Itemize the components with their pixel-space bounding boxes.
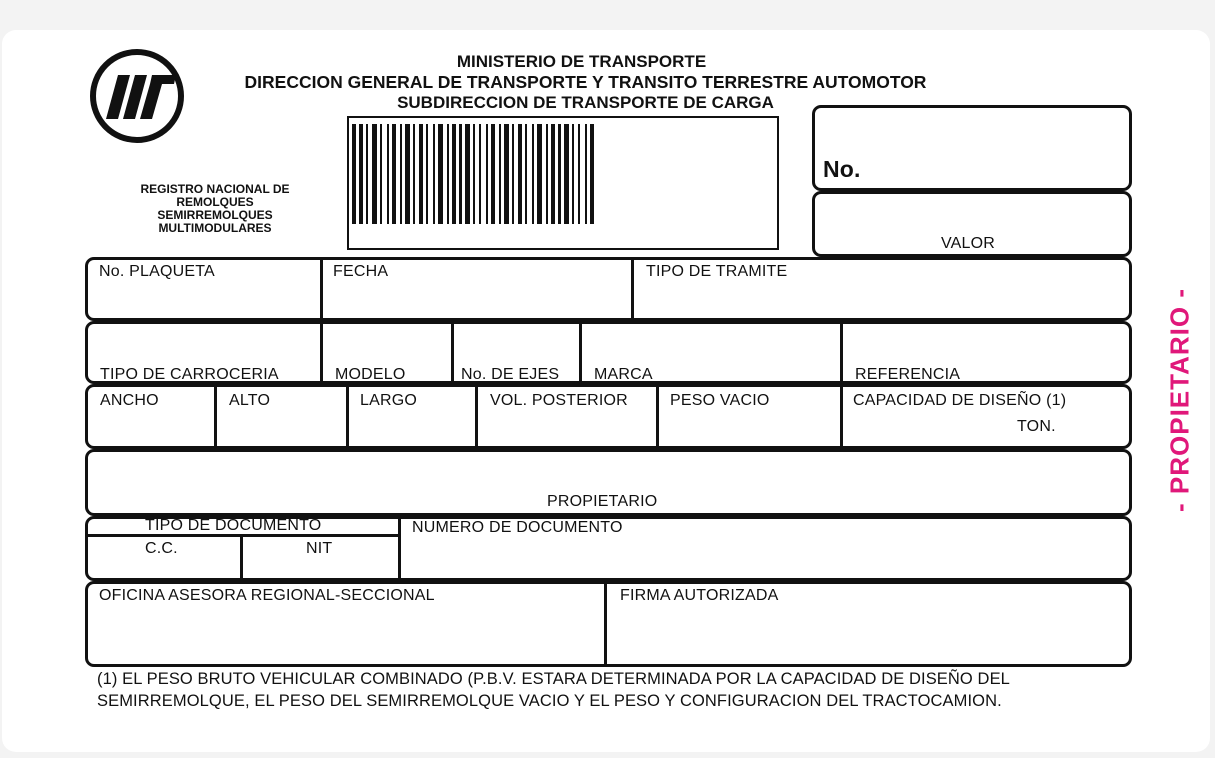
footnote-line-1: (1) EL PESO BRUTO VEHICULAR COMBINADO (P.B.V. ESTARA DETERMINADA POR LA CAPACIDAD DE DISEÑO DEL [97, 670, 1010, 688]
capacidad-label: CAPACIDAD DE DISEÑO (1) [853, 392, 1067, 409]
valor-label: VALOR [941, 235, 996, 252]
numero-documento-label: NUMERO DE DOCUMENTO [412, 519, 623, 536]
side-copy-label: - PROPIETARIO - [1164, 288, 1195, 512]
firma-label: FIRMA AUTORIZADA [620, 587, 779, 604]
tipo-documento-label: TIPO DE DOCUMENTO [145, 517, 322, 534]
nit-label[interactable]: NIT [306, 540, 333, 557]
ancho-label: ANCHO [100, 392, 159, 409]
header-ministry: MINISTERIO DE TRANSPORTE [456, 52, 707, 71]
marca-label: MARCA [594, 366, 653, 383]
fecha-label: FECHA [333, 263, 389, 280]
oficina-label: OFICINA ASESORA REGIONAL-SECCIONAL [99, 587, 435, 604]
ton-label: TON. [1017, 418, 1056, 435]
cc-label[interactable]: C.C. [145, 540, 178, 557]
tipo-carroceria-label: TIPO DE CARROCERIA [100, 366, 279, 383]
alto-label: ALTO [229, 392, 271, 409]
registry-line-4: MULTIMODULARES [158, 221, 272, 235]
number-label: No. [823, 156, 861, 182]
row-plaqueta-fecha-tramite [85, 257, 1132, 321]
footnote-line-2: SEMIRREMOLQUE, EL PESO DEL SEMIRREMOLQUE VACIO Y EL PESO Y CONFIGURACION DEL TRACTOCAMION. [97, 692, 1002, 710]
peso-vacio-label: PESO VACIO [670, 392, 770, 409]
tipo-tramite-label: TIPO DE TRAMITE [646, 263, 788, 280]
largo-label: LARGO [360, 392, 418, 409]
header-subdirection: SUBDIRECCION DE TRANSPORTE DE CARGA [397, 93, 774, 112]
registry-line-1: REGISTRO NACIONAL DE [140, 182, 290, 196]
owner-label: PROPIETARIO [547, 493, 658, 510]
registry-line-2: REMOLQUES [176, 195, 254, 209]
referencia-label: REFERENCIA [855, 366, 961, 383]
ejes-label: No. DE EJES [461, 366, 560, 383]
barcode-icon [352, 124, 774, 224]
plaqueta-label: No. PLAQUETA [99, 263, 215, 280]
registry-line-3: SEMIRREMOLQUES [157, 208, 273, 222]
vol-posterior-label: VOL. POSTERIOR [490, 392, 628, 409]
header-direction: DIRECCION GENERAL DE TRANSPORTE Y TRANSITO TERRESTRE AUTOMOTOR [244, 72, 927, 92]
modelo-label: MODELO [335, 366, 406, 383]
